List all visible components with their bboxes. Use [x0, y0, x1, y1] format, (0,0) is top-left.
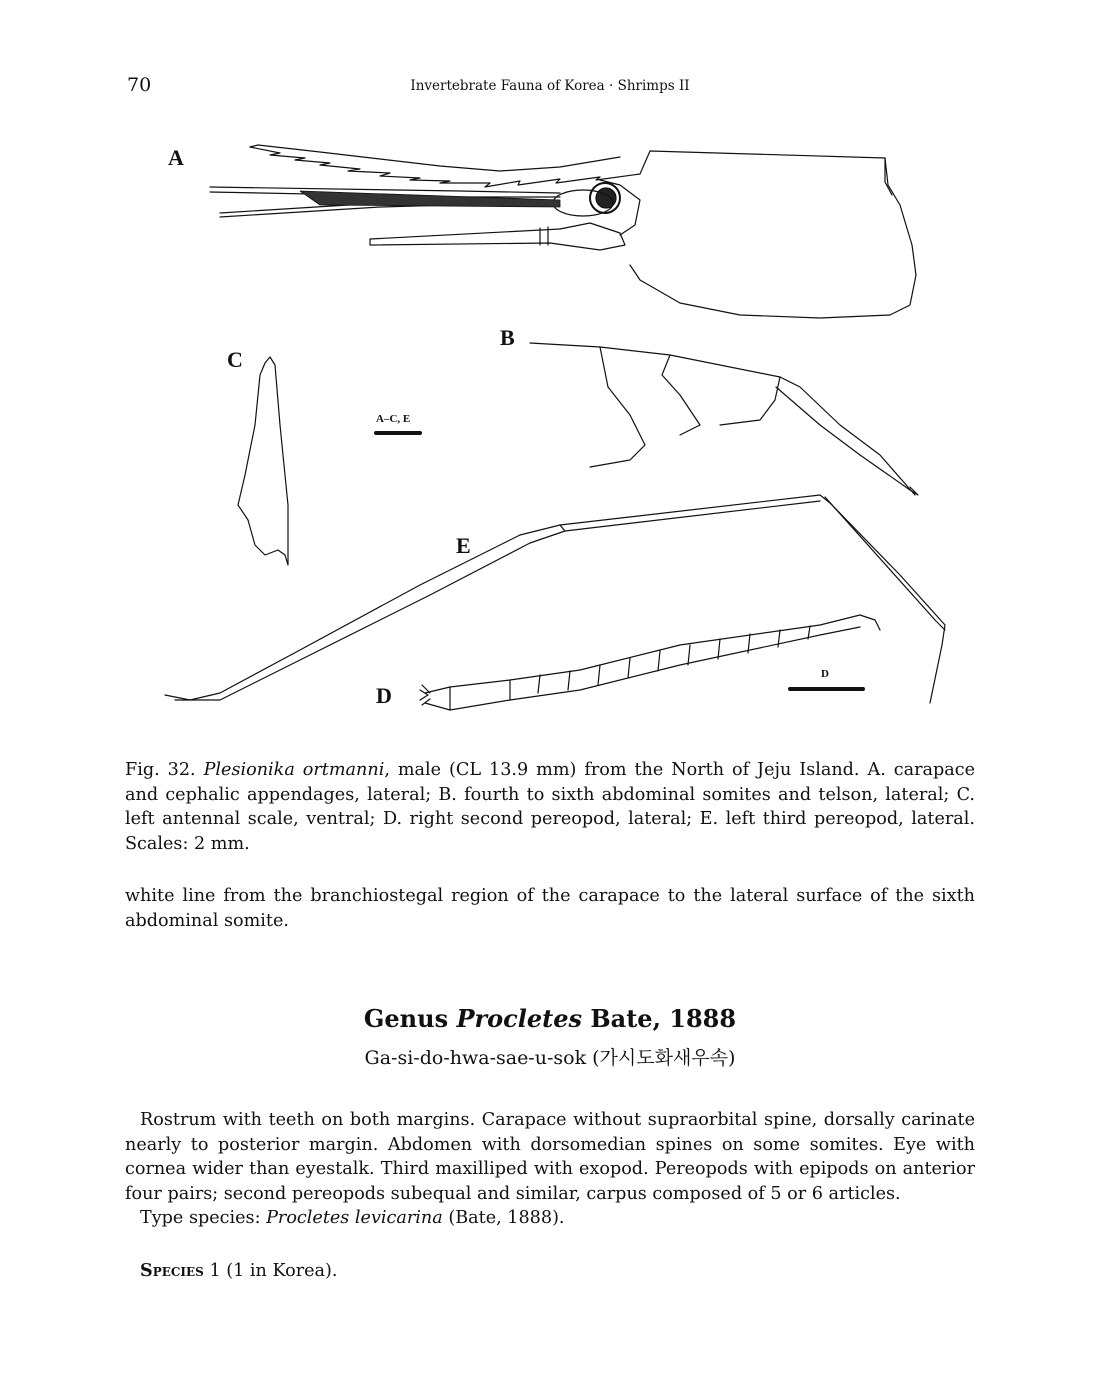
- scale-label-ace: A–C, E: [376, 413, 411, 425]
- panel-label-d: D: [376, 683, 392, 708]
- page-number: 70: [127, 74, 152, 96]
- panel-label-a: A: [168, 145, 184, 170]
- genus-korean-name: Ga-si-do-hwa-sae-u-sok (가시도화새우속): [364, 1047, 736, 1069]
- description-paragraph: Rostrum with teeth on both margins. Carapace without supraorbital spine, dorsally carinate nearly to posterior margin. Abdomen with dorsomedian spines on some somites. Eye with cornea wider than eyestalk. Third maxilliped with exopod. Pereopods with epipods on anterior four pairs; second pereopods subequal and similar, carpus composed of 5 or 6 articles.: [125, 1110, 975, 1204]
- genus-prefix: Genus: [363, 1004, 457, 1033]
- scale-label-d: D: [821, 668, 829, 680]
- panel-label-b: B: [500, 325, 515, 350]
- shrimp-illustration: [120, 125, 980, 730]
- type-species-author: (Bate, 1888).: [442, 1208, 565, 1228]
- genus-name: Procletes: [456, 1004, 583, 1033]
- drawing-b-abdomen: [530, 343, 918, 495]
- species-label: Species: [140, 1260, 204, 1281]
- body-text-continuation: white line from the branchiostegal region of the carapace to the lateral surface of the sixth abdominal somite.: [125, 886, 975, 931]
- drawing-a-carapace: [210, 145, 916, 318]
- species-count-text: 1 (1 in Korea).: [203, 1261, 338, 1281]
- type-species-label: Type species:: [140, 1208, 267, 1228]
- caption-species: Plesionika ortmanni: [203, 760, 385, 780]
- genus-heading: [0, 1004, 1100, 1033]
- drawing-d-pereopod: [420, 615, 880, 710]
- panel-label-e: E: [456, 533, 471, 558]
- genus-author: Bate, 1888: [582, 1004, 737, 1033]
- type-species-line: [125, 1206, 975, 1231]
- figure-caption: [125, 758, 975, 856]
- species-count: [140, 1260, 337, 1281]
- drawing-c-antennal-scale: [238, 357, 288, 565]
- type-species-name: Procletes levicarina: [266, 1208, 443, 1228]
- running-title: Invertebrate Fauna of Korea · Shrimps II: [410, 78, 690, 94]
- figure-32: [120, 125, 980, 730]
- panel-label-c: C: [227, 347, 243, 372]
- caption-text: , male (CL 13.9 mm) from the North of Jeju Island. A. carapace and cephalic appendages, lateral; B. fourth to sixth abdominal somites and telson, lateral; C. left antennal scale, ventral; D. right second pereopod, lateral; E. left third pereopod, lateral. Scales: 2 mm.: [125, 760, 975, 854]
- genus-description: [125, 1108, 975, 1231]
- caption-prefix: Fig. 32.: [125, 760, 196, 780]
